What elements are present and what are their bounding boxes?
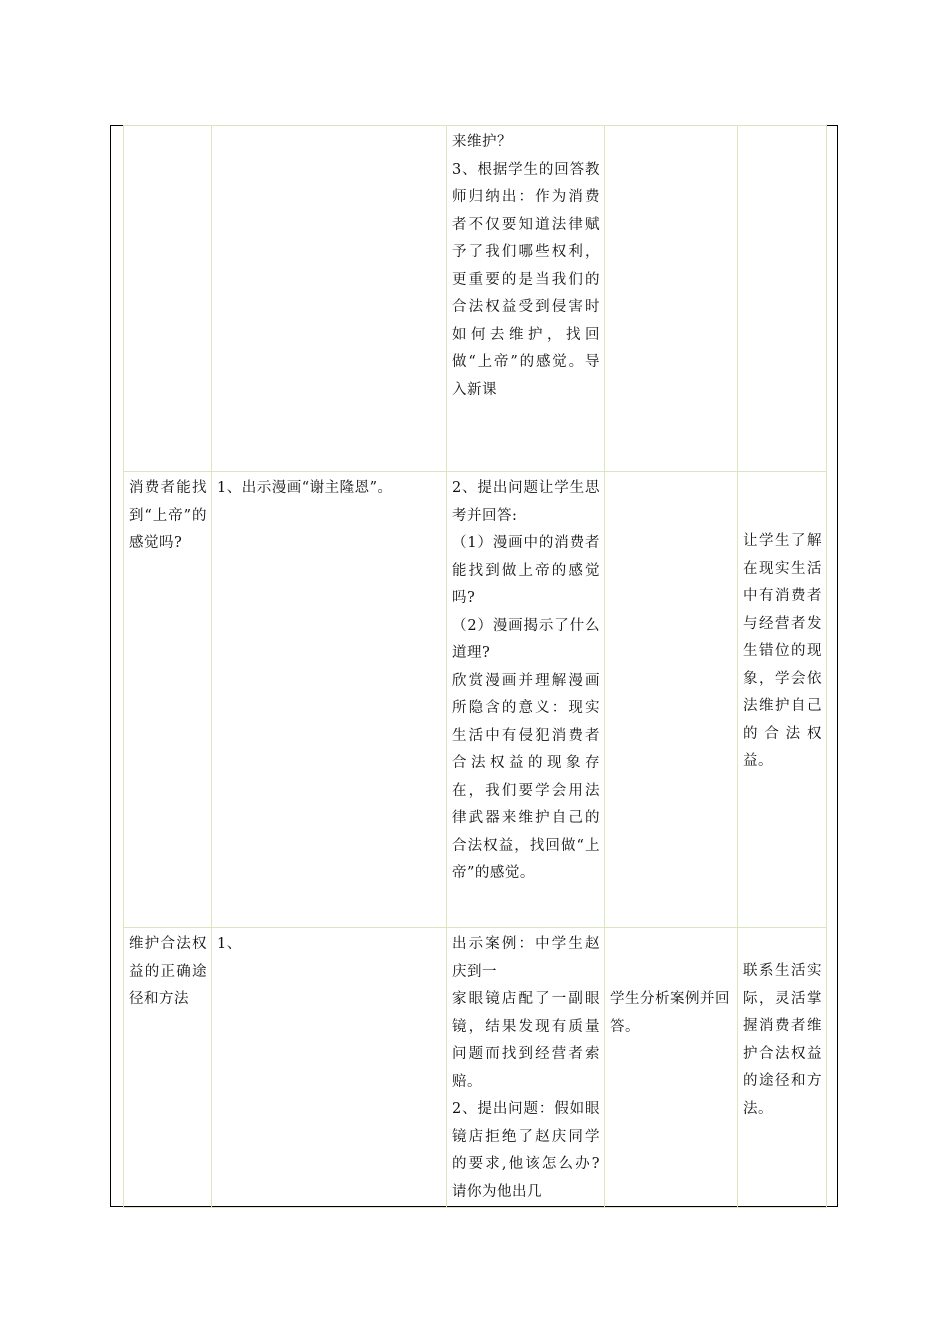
table-row [124,126,827,472]
intent-cell [738,126,827,472]
topic-cell: 维护合法权益的正确途径和方法 [124,928,212,1208]
activity-cell: 1、出示漫画“谢主隆恩”。 [212,472,447,928]
teacher-paragraph: （1）漫画中的消费者能找到做上帝的感觉吗? [452,535,600,606]
teacher-cell [447,126,605,472]
teacher-paragraph: 2、提出问题让学生思考并回答: [452,480,600,524]
teacher-paragraph: 出示案例：中学生赵庆到一 [452,936,600,980]
table-row [124,928,827,1208]
activity-cell: 1、 [212,928,447,1208]
student-cell [605,472,738,928]
table-row [124,472,827,928]
teacher-cell [447,472,605,928]
intent-cell: 让学生了解在现实生活中有消费者与经营者发生错位的现象，学会依法维护自己的合法权益。 [738,472,827,928]
student-cell [605,126,738,472]
teacher-paragraph: 家眼镜店配了一副眼镜，结果发现有质量问题而找到经营者索赔。 [452,991,600,1090]
teacher-paragraph: （2）漫画揭示了什么道理? [452,617,600,661]
teacher-paragraph: 欣赏漫画并理解漫画所隐含的意义：现实生活中有侵犯消费者合法权益的现象存在，我们要学会用法律武器来维护自己的合法权益，找回做“上帝”的感觉。 [452,672,600,881]
activity-cell [212,126,447,472]
lesson-plan-table [123,125,827,1208]
teacher-paragraph: 2、提出问题：假如眼镜店拒绝了赵庆同学的要求,他该怎么办?请你为他出几 [452,1101,600,1200]
teacher-cell [447,928,605,1208]
topic-cell [124,126,212,472]
teacher-paragraph: 3、根据学生的回答教师归纳出：作为消费者不仅要知道法律赋予了我们哪些权利，更重要的是当我们的合法权益受到侵害时如何去维护，找回做“上帝”的感觉。导入新课 [452,161,600,398]
student-cell: 学生分析案例并回答。 [605,928,738,1208]
intent-cell: 联系生活实际，灵活掌握消费者维护合法权益的途径和方法。 [738,928,827,1208]
teacher-paragraph: 来维护？ [452,134,512,150]
topic-cell: 消费者能找到“上帝”的感觉吗? [124,472,212,928]
